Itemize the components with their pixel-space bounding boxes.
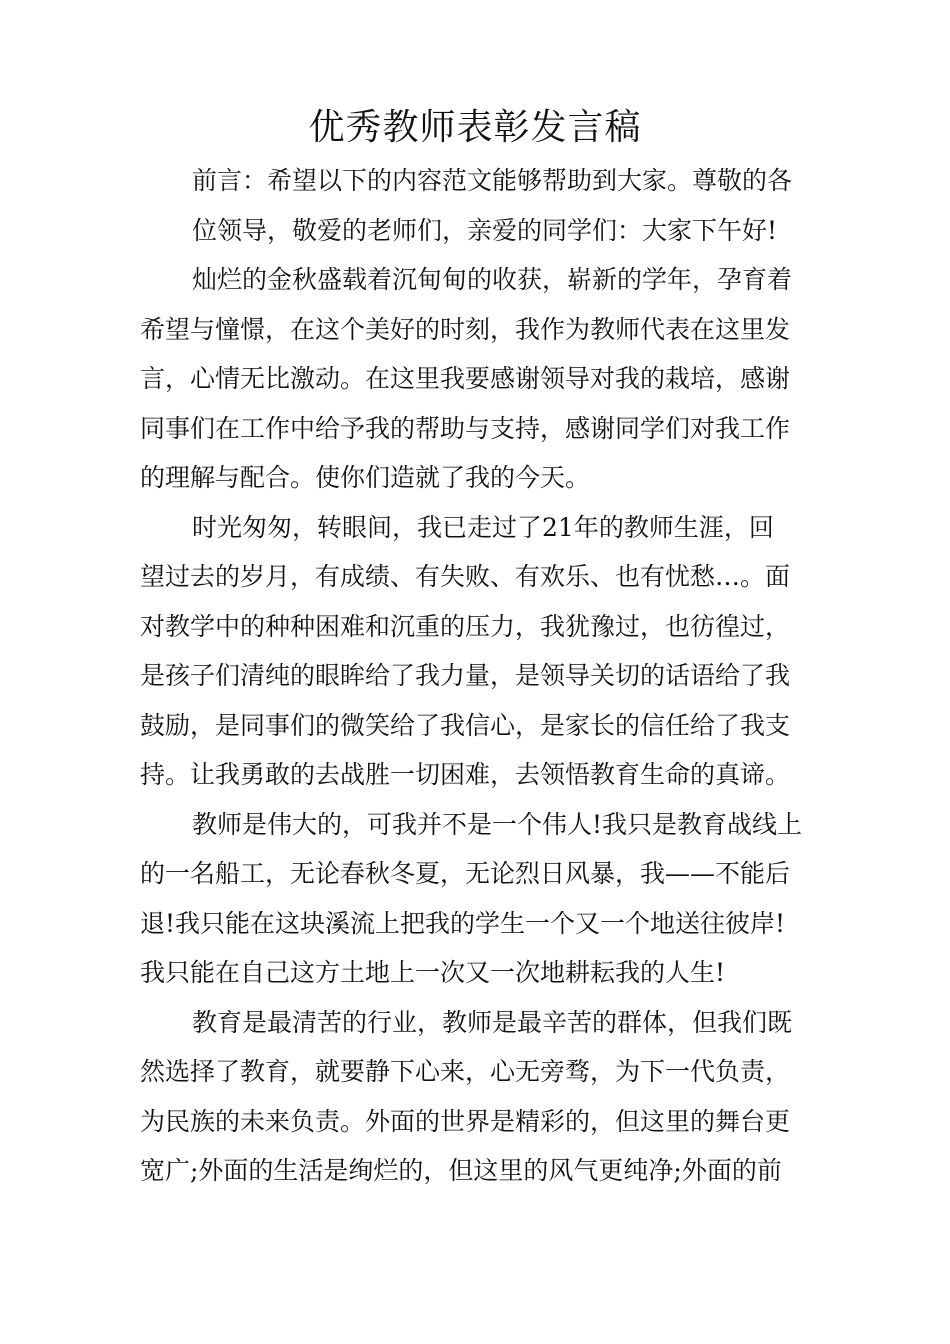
text-line: 言，心情无比激动。在这里我要感谢领导对我的栽培，感谢 <box>140 364 791 393</box>
text-line: 退!我只能在这块溪流上把我的学生一个又一个地送往彼岸! <box>140 908 786 938</box>
text-line: 是孩子们清纯的眼眸给了我力量，是领导关切的话语给了我 <box>140 661 791 690</box>
document-body <box>140 156 810 1196</box>
text-line: 灿烂的金秋盛载着沉甸甸的收获，崭新的学年，孕育着 <box>192 265 793 294</box>
text-line: 教育是最清苦的行业，教师是最辛苦的群体，但我们既 <box>192 1007 793 1037</box>
text-line: 时光匆匆，转眼间，我已走过了21年的教师生涯，回 <box>192 512 774 542</box>
text-line: 教师是伟大的，可我并不是一个伟人!我只是教育战线上 <box>192 809 803 839</box>
text-line: 的理解与配合。使你们造就了我的今天。 <box>140 463 591 492</box>
text-line: 的一名船工，无论春秋冬夏，无论烈日风暴，我——不能后 <box>140 859 791 888</box>
text-line: 鼓励，是同事们的微笑给了我信心，是家长的信任给了我支 <box>140 710 791 740</box>
text-line: 希望与憧憬，在这个美好的时刻，我作为教师代表在这里发 <box>140 314 791 344</box>
text-line: 我只能在自己这方土地上一次又一次地耕耘我的人生! <box>140 958 726 987</box>
text-line: 同事们在工作中给予我的帮助与支持，感谢同学们对我工作 <box>140 413 791 443</box>
text-line: 持。让我勇敢的去战胜一切困难，去领悟教育生命的真谛。 <box>140 760 791 789</box>
text-line: 位领导，敬爱的老师们，亲爱的同学们：大家下午好! <box>192 215 778 245</box>
text-line: 为民族的未来负责。外面的世界是精彩的，但这里的舞台更 <box>140 1106 791 1136</box>
text-line: 宽广;外面的生活是绚烂的，但这里的风气更纯净;外面的前 <box>140 1156 782 1185</box>
text-line: 前言：希望以下的内容范文能够帮助到大家。尊敬的各 <box>192 166 793 195</box>
text-line: 对教学中的种种困难和沉重的压力，我犹豫过，也彷徨过， <box>140 611 791 641</box>
text-line: 然选择了教育，就要静下心来，心无旁骛，为下一代负责， <box>140 1057 791 1086</box>
text-line: 望过去的岁月，有成绩、有失败、有欢乐、也有忧愁…。面 <box>140 562 791 591</box>
document-title: 优秀教师表彰发言稿 <box>308 107 642 148</box>
